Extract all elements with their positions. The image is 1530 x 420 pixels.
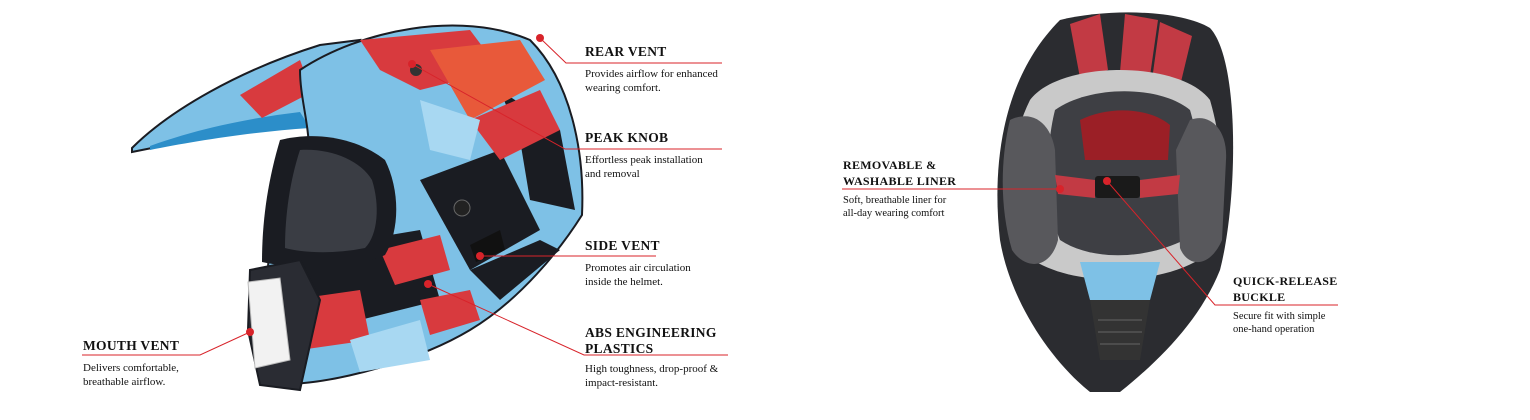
callout-title [585,325,718,357]
callout-liner [843,157,956,220]
callout-description [585,154,703,181]
desc-line: High toughness, drop-proof & [585,363,719,375]
desc-line: wearing comfort. [585,81,661,94]
helmet-side-view [132,26,582,390]
callout-title: MOUTH VENT [83,338,180,353]
callout-description [585,262,691,289]
title-line: PLASTICS [585,341,654,356]
desc-line: Delivers comfortable, [83,362,179,374]
callout-title: SIDE VENT [585,238,660,253]
desc-line: all-day wearing comfort [843,207,945,219]
desc-line: one-hand operation [1233,323,1315,335]
callout-title [1233,273,1338,305]
desc-line: inside the helmet. [585,275,663,288]
callout-abs-plastics [585,325,718,390]
desc-line: Provides airflow for enhanced [585,68,718,80]
desc-line: breathable airflow. [83,375,166,388]
desc-line: impact-resistant. [585,376,659,389]
title-line: QUICK-RELEASE [1233,274,1338,288]
callout-title [843,157,956,189]
title-line: REMOVABLE & [843,158,937,172]
desc-line: and removal [585,167,640,180]
desc-line: Secure fit with simple [1233,311,1326,322]
desc-line: Promotes air circulation [585,262,691,274]
callout-side-vent [585,238,691,289]
callout-rear-vent [585,44,718,95]
callout-description [585,363,718,390]
title-line: WASHABLE LINER [843,174,957,188]
desc-line: Soft, breathable liner for [843,195,947,206]
title-line: BUCKLE [1233,290,1286,304]
callout-description [843,195,956,220]
callout-peak-knob [585,130,703,181]
desc-line: Effortless peak installation [585,154,703,166]
callout-description [585,68,718,95]
callout-buckle [1233,273,1338,336]
callout-title: REAR VENT [585,44,667,59]
title-line: ABS ENGINEERING [585,325,717,340]
callout-title: PEAK KNOB [585,130,669,145]
helmet-inside-view [997,12,1233,392]
callout-description [83,362,179,389]
callout-description [1233,311,1338,336]
callout-mouth-vent [83,338,179,389]
